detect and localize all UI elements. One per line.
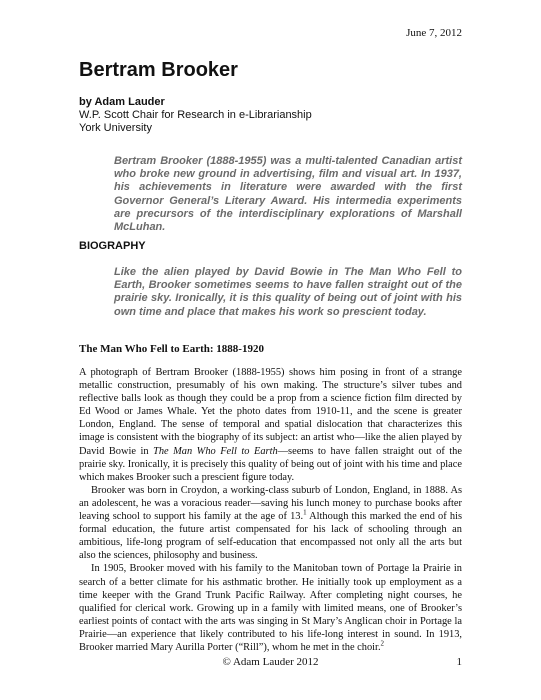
section-heading: The Man Who Fell to Earth: 1888-1920 <box>79 343 264 355</box>
footer-copyright: © Adam Lauder 2012 <box>222 656 319 668</box>
film-title: The Man Who Fell to Earth <box>153 445 278 457</box>
document-title: Bertram Brooker <box>79 59 238 81</box>
paragraph-2 <box>79 484 462 563</box>
paragraph-3-text: In 1905, Brooker moved with his family to the Manitoban town of Portage la Prairie in search of a better climate for his asthmatic brother. He initially took up employment as a time keeper with the Grand Trunk Pacific Railway. After completing night courses, he qualified for clerical work. Growing up in a family with limited means, one of Brooker’s earliest points of contact with the arts was singing in St Mary’s Anglican choir in Portage la Prairie—an experience that likely contributed to his life-long interest in sound. In 1913, Brooker married Mary Aurilla Porter (“Rill”), whom he met in the choir. <box>79 563 462 653</box>
footnote-ref-2[interactable]: 2 <box>380 639 385 648</box>
paragraph-3 <box>79 562 462 654</box>
footnote-ref-1[interactable]: 1 <box>303 508 307 517</box>
page-number: 1 <box>456 656 462 668</box>
biography-epigraph: Like the alien played by David Bowie in The Man Who Fell to Earth, Brooker sometimes seems to have fallen straight out of the prairie sky. Ironically, it is this quality of being out of joint with his own time and place that makes his work so prescient today. <box>114 266 462 318</box>
author-byline: by Adam Lauder <box>79 96 165 108</box>
author-block <box>79 96 312 135</box>
paragraph-1-text-b: —seems to have fallen straight out of the prairie sky. Ironically, it is precisely this quality of being out of joint with his time and place which makes Brooker such a prescient figure today. <box>79 445 462 483</box>
paragraph-1-text-a: A photograph of Bertram Brooker (1888-1955) shows him posing in front of a strange metallic construction, presumably of his own making. The structure’s silver tubes and reflective balls look as though they could be a prop from a science fiction film directed by Ed Wood or James Whale. Yet the photo dates from 1910-11, and the scene is greater London, England. The sense of temporal and spatial dislocation that characterizes this image is consistent with the biography of its subject: an artist who—like the alien played by David Bowie in <box>79 367 462 457</box>
paragraph-2-text-b: Although this marked the end of his formal education, the future artist compensated for his lack of schooling through an ambitious, life-long program of self-education that encompassed not only all the arts but also the sciences, philosophy and business. <box>79 511 462 562</box>
paragraph-2-text-a: Brooker was born in Croydon, a working-class suburb of London, England, in 1888. As an adolescent, he was a voracious reader—saving his lunch money to purchase books after leaving school to support his family at the age of 13. <box>79 484 462 523</box>
author-institution: York University <box>79 122 152 134</box>
abstract: Bertram Brooker (1888-1955) was a multi-talented Canadian artist who broke new ground in advertising, film and visual art. In 1937, his achievements in literature were awarded with the first Governor General’s Literary Award. His intermedia experiments are precursors of the interdisciplinary explorations of Marshall McLuhan. <box>114 155 462 234</box>
paragraph-1 <box>79 366 462 484</box>
author-position: W.P. Scott Chair for Research in e-Librarianship <box>79 109 312 121</box>
body-text <box>79 366 462 654</box>
biography-heading: BIOGRAPHY <box>79 240 146 252</box>
document-date: June 7, 2012 <box>406 27 462 39</box>
